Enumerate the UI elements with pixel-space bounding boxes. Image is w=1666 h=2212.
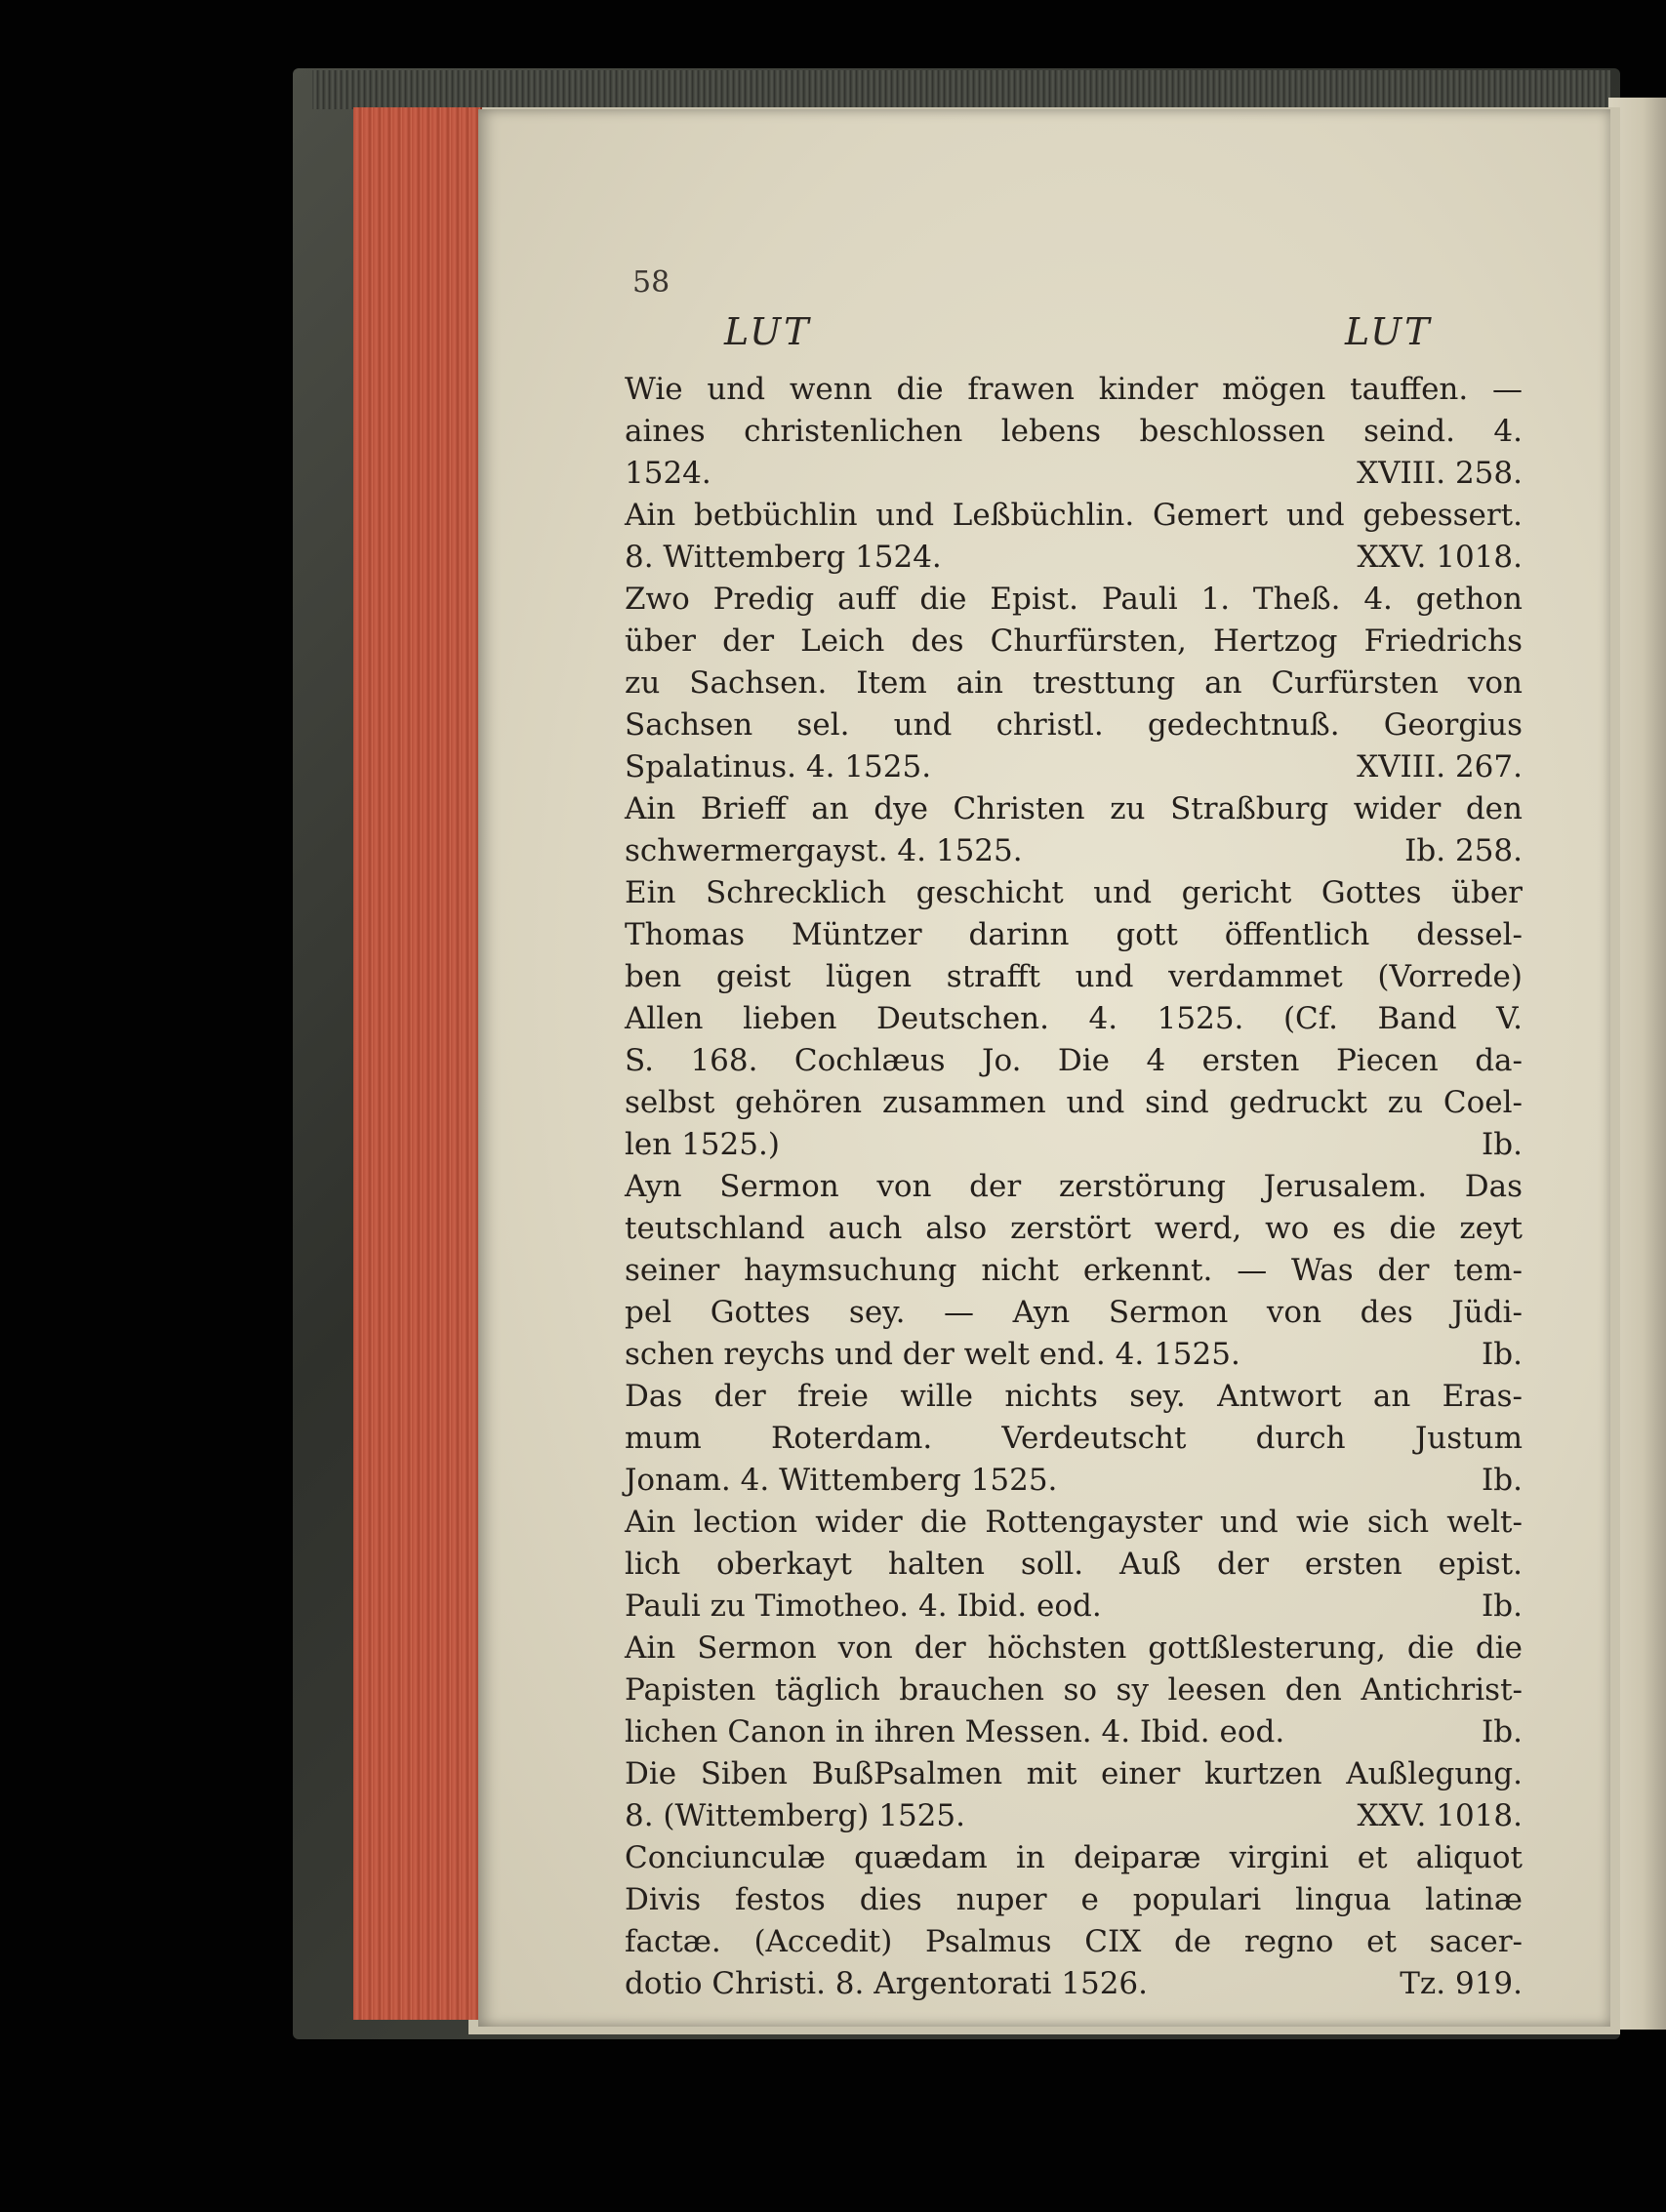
entry-line: pel Gottes sey. — Ayn Sermon von des Jüdi- bbox=[625, 1295, 1523, 1330]
entry-line: Die Siben BußPsalmen mit einer kurtzen Außlegung. bbox=[625, 1756, 1523, 1791]
entry-last-line bbox=[625, 830, 1523, 872]
entry-line: Conciunculæ quædam in deiparæ virgini et aliquot bbox=[625, 1840, 1523, 1875]
bibliography-entry bbox=[625, 1837, 1523, 2005]
entry-line: Das der freie wille nichts sey. Antwort an Eras- bbox=[625, 1379, 1523, 1414]
entry-imprint: 1524. bbox=[625, 456, 711, 491]
bibliography-entry bbox=[625, 579, 1523, 788]
entry-line: Ain betbüchlin und Leßbüchlin. Gemert und gebessert. bbox=[625, 498, 1523, 533]
entry-line: Ain Brieff an dye Christen zu Straßburg wider den bbox=[625, 791, 1523, 826]
entry-line: Wie und wenn die frawen kinder mögen tauffen. — bbox=[625, 372, 1523, 407]
bibliography-entry bbox=[625, 1166, 1523, 1376]
bibliography-entry bbox=[625, 1502, 1523, 1628]
entry-line: Sachsen sel. und christl. gedechtnuß. Georgius bbox=[625, 707, 1523, 743]
entry-line: Allen lieben Deutschen. 4. 1525. (Cf. Band V. bbox=[625, 1001, 1523, 1036]
entry-last-line bbox=[625, 1711, 1523, 1753]
entry-last-line bbox=[625, 1124, 1523, 1166]
entry-reference: XVIII. 258. bbox=[1357, 456, 1523, 491]
entry-imprint: lichen Canon in ihren Messen. 4. Ibid. eod. bbox=[625, 1714, 1285, 1749]
entry-last-line bbox=[625, 1795, 1523, 1837]
entry-imprint: schwermergayst. 4. 1525. bbox=[625, 833, 1023, 868]
entry-reference: Ib. 258. bbox=[1404, 833, 1523, 868]
entry-line: teutschland auch also zerstört werd, wo es die zeyt bbox=[625, 1211, 1523, 1246]
red-page-edges bbox=[353, 107, 482, 2020]
entry-reference: XVIII. 267. bbox=[1357, 749, 1523, 784]
bibliography-entry bbox=[625, 788, 1523, 872]
entry-reference: XXV. 1018. bbox=[1357, 540, 1523, 575]
bibliography-entries bbox=[625, 369, 1523, 2005]
entry-imprint: Jonam. 4. Wittemberg 1525. bbox=[625, 1463, 1058, 1498]
page-number: 58 bbox=[632, 265, 670, 300]
entry-line: mum Roterdam. Verdeutscht durch Justum bbox=[625, 1421, 1523, 1456]
entry-imprint: 8. (Wittemberg) 1525. bbox=[625, 1798, 965, 1833]
entry-last-line bbox=[625, 537, 1523, 579]
entry-reference: Ib. bbox=[1482, 1589, 1523, 1624]
entry-line: Ayn Sermon von der zerstörung Jerusalem. Das bbox=[625, 1169, 1523, 1204]
bibliography-entry bbox=[625, 1753, 1523, 1837]
bibliography-entry bbox=[625, 369, 1523, 495]
entry-line: Divis festos dies nuper e populari lingua latinæ bbox=[625, 1882, 1523, 1917]
entry-line: Papisten täglich brauchen so sy leesen den Antichrist- bbox=[625, 1672, 1523, 1708]
bibliography-entry bbox=[625, 1628, 1523, 1753]
entry-line: Thomas Müntzer darinn gott öffentlich dessel- bbox=[625, 917, 1523, 952]
entry-line: Ain lection wider die Rottengayster und wie sich welt- bbox=[625, 1505, 1523, 1540]
entry-imprint: 8. Wittemberg 1524. bbox=[625, 540, 942, 575]
entry-reference: Ib. bbox=[1482, 1337, 1523, 1372]
entry-last-line bbox=[625, 1460, 1523, 1502]
entry-last-line bbox=[625, 1963, 1523, 2005]
bibliography-entry bbox=[625, 872, 1523, 1166]
running-head-right: LUT bbox=[1345, 310, 1433, 353]
entry-reference: Ib. bbox=[1482, 1127, 1523, 1162]
entry-last-line bbox=[625, 453, 1523, 495]
entry-line: seiner haymsuchung nicht erkennt. — Was der tem- bbox=[625, 1253, 1523, 1288]
entry-line: zu Sachsen. Item ain tresttung an Curfürsten von bbox=[625, 665, 1523, 701]
entry-imprint: dotio Christi. 8. Argentorati 1526. bbox=[625, 1966, 1148, 2001]
entry-line: selbst gehören zusammen und sind gedruckt zu Coel- bbox=[625, 1085, 1523, 1120]
entry-last-line bbox=[625, 746, 1523, 788]
entry-line: Zwo Predig auff die Epist. Pauli 1. Theß. 4. gethon bbox=[625, 582, 1523, 617]
entry-imprint: Pauli zu Timotheo. 4. Ibid. eod. bbox=[625, 1589, 1102, 1624]
entry-reference: Ib. bbox=[1482, 1714, 1523, 1749]
entry-line: Ein Schrecklich geschicht und gericht Gottes über bbox=[625, 875, 1523, 910]
entry-reference: XXV. 1018. bbox=[1357, 1798, 1523, 1833]
entry-last-line bbox=[625, 1334, 1523, 1376]
entry-reference: Ib. bbox=[1482, 1463, 1523, 1498]
entry-last-line bbox=[625, 1586, 1523, 1628]
entry-line: aines christenlichen lebens beschlossen seind. 4. bbox=[625, 414, 1523, 449]
entry-imprint: len 1525.) bbox=[625, 1127, 780, 1162]
entry-line: Ain Sermon von der höchsten gottßlesterung, die die bbox=[625, 1630, 1523, 1666]
running-head-left: LUT bbox=[724, 310, 812, 353]
entry-reference: Tz. 919. bbox=[1400, 1966, 1523, 2001]
entry-line: lich oberkayt halten soll. Auß der ersten epist. bbox=[625, 1547, 1523, 1582]
entry-line: ben geist lügen strafft und verdammet (Vorrede) bbox=[625, 959, 1523, 994]
entry-line: factæ. (Accedit) Psalmus CIX de regno et sacer- bbox=[625, 1924, 1523, 1959]
entry-line: über der Leich des Churfürsten, Hertzog Friedrichs bbox=[625, 623, 1523, 659]
bibliography-entry bbox=[625, 495, 1523, 579]
entry-line: S. 168. Cochlæus Jo. Die 4 ersten Piecen da- bbox=[625, 1043, 1523, 1078]
entry-imprint: schen reychs und der welt end. 4. 1525. bbox=[625, 1337, 1240, 1372]
entry-imprint: Spalatinus. 4. 1525. bbox=[625, 749, 932, 784]
book-spine-top bbox=[312, 70, 1610, 109]
bibliography-entry bbox=[625, 1376, 1523, 1502]
